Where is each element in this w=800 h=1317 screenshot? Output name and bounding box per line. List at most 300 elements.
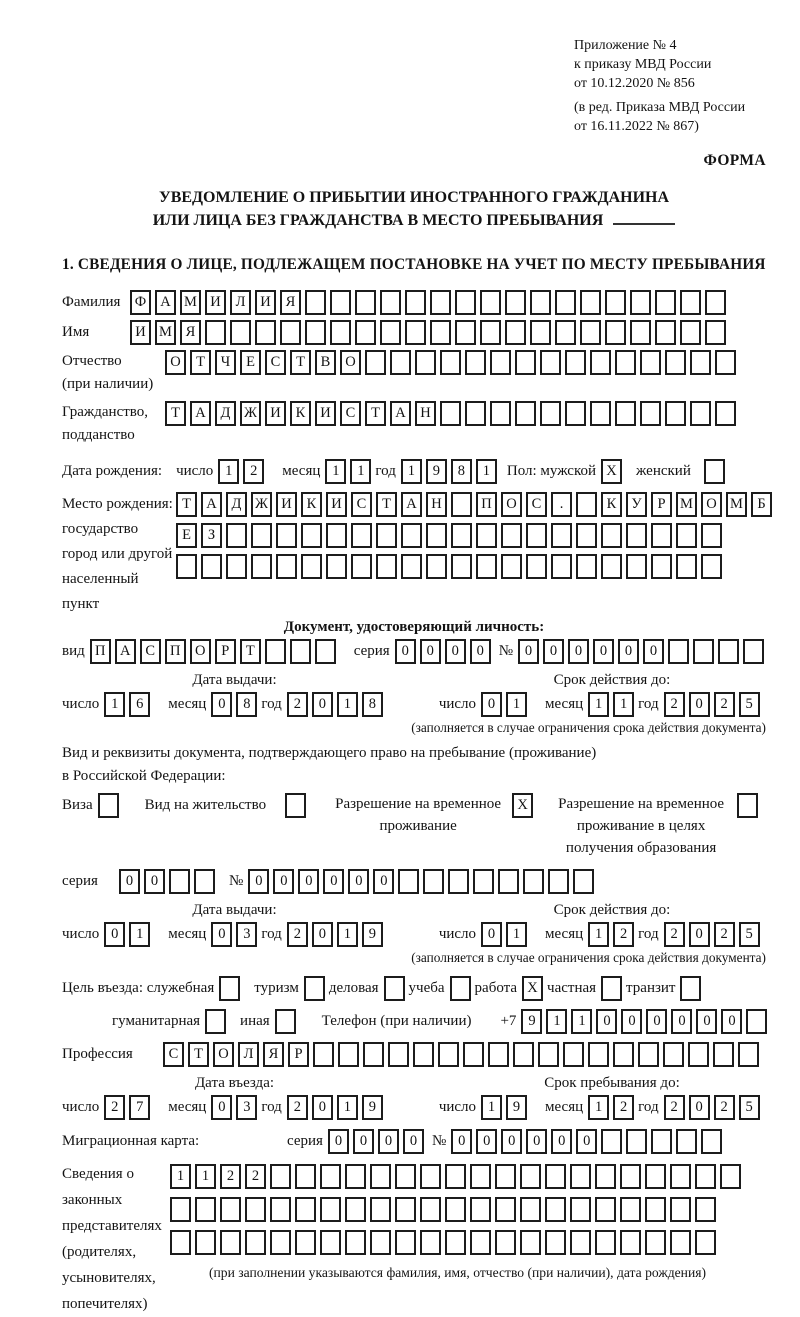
char-cell[interactable] <box>301 554 322 579</box>
char-cell[interactable]: М <box>726 492 747 517</box>
birth-month-input[interactable] <box>325 459 375 484</box>
char-cell[interactable] <box>630 290 651 315</box>
char-cell[interactable] <box>615 350 636 375</box>
char-cell[interactable] <box>440 401 461 426</box>
char-cell[interactable] <box>170 1197 191 1222</box>
char-cell[interactable]: X <box>522 976 543 1001</box>
char-cell[interactable] <box>613 1042 634 1067</box>
purpose-business-checkbox[interactable] <box>384 976 409 1001</box>
birth-day-input[interactable] <box>218 459 268 484</box>
char-cell[interactable] <box>251 523 272 548</box>
char-cell[interactable] <box>195 1197 216 1222</box>
char-cell[interactable] <box>330 290 351 315</box>
char-cell[interactable] <box>663 1042 684 1067</box>
char-cell[interactable] <box>245 1197 266 1222</box>
char-cell[interactable]: 0 <box>476 1129 497 1154</box>
char-cell[interactable] <box>620 1230 641 1255</box>
permit-until-day-input[interactable] <box>481 922 531 947</box>
char-cell[interactable]: 2 <box>220 1164 241 1189</box>
char-cell[interactable] <box>355 290 376 315</box>
rep-row2-input[interactable] <box>170 1197 745 1222</box>
char-cell[interactable] <box>345 1164 366 1189</box>
rep-row1-input[interactable] <box>170 1164 745 1189</box>
char-cell[interactable]: 7 <box>129 1095 150 1120</box>
char-cell[interactable] <box>451 523 472 548</box>
char-cell[interactable] <box>695 1197 716 1222</box>
char-cell[interactable]: 0 <box>696 1009 717 1034</box>
char-cell[interactable] <box>413 1042 434 1067</box>
char-cell[interactable] <box>651 523 672 548</box>
char-cell[interactable] <box>670 1230 691 1255</box>
char-cell[interactable]: 5 <box>739 1095 760 1120</box>
rep-row3-input[interactable] <box>170 1230 745 1255</box>
char-cell[interactable] <box>576 523 597 548</box>
char-cell[interactable] <box>680 976 701 1001</box>
char-cell[interactable]: Т <box>190 350 211 375</box>
char-cell[interactable]: 9 <box>521 1009 542 1034</box>
char-cell[interactable]: 2 <box>287 692 308 717</box>
permit-seria-input[interactable] <box>119 869 219 894</box>
char-cell[interactable]: 0 <box>481 922 502 947</box>
char-cell[interactable] <box>194 869 215 894</box>
char-cell[interactable] <box>565 350 586 375</box>
char-cell[interactable] <box>501 523 522 548</box>
char-cell[interactable] <box>305 290 326 315</box>
char-cell[interactable]: 2 <box>664 692 685 717</box>
char-cell[interactable]: 0 <box>721 1009 742 1034</box>
char-cell[interactable]: К <box>601 492 622 517</box>
char-cell[interactable] <box>326 523 347 548</box>
char-cell[interactable] <box>645 1197 666 1222</box>
char-cell[interactable] <box>545 1164 566 1189</box>
char-cell[interactable] <box>380 290 401 315</box>
char-cell[interactable]: 0 <box>526 1129 547 1154</box>
char-cell[interactable]: М <box>676 492 697 517</box>
char-cell[interactable] <box>655 290 676 315</box>
char-cell[interactable]: 1 <box>613 692 634 717</box>
purpose-study-checkbox[interactable] <box>450 976 475 1001</box>
char-cell[interactable]: С <box>351 492 372 517</box>
phone-input[interactable] <box>521 1009 771 1034</box>
char-cell[interactable] <box>420 1230 441 1255</box>
char-cell[interactable] <box>226 523 247 548</box>
char-cell[interactable]: З <box>201 523 222 548</box>
char-cell[interactable] <box>276 523 297 548</box>
char-cell[interactable] <box>338 1042 359 1067</box>
char-cell[interactable]: 0 <box>568 639 589 664</box>
char-cell[interactable] <box>351 554 372 579</box>
char-cell[interactable]: 8 <box>236 692 257 717</box>
doc-issue-year-input[interactable] <box>287 692 387 717</box>
char-cell[interactable] <box>590 401 611 426</box>
char-cell[interactable]: А <box>115 639 136 664</box>
char-cell[interactable] <box>495 1197 516 1222</box>
char-cell[interactable] <box>265 639 286 664</box>
char-cell[interactable] <box>451 492 472 517</box>
char-cell[interactable] <box>601 1129 622 1154</box>
char-cell[interactable] <box>715 350 736 375</box>
char-cell[interactable] <box>526 523 547 548</box>
char-cell[interactable] <box>655 320 676 345</box>
char-cell[interactable]: 0 <box>104 922 125 947</box>
char-cell[interactable] <box>488 1042 509 1067</box>
char-cell[interactable] <box>713 1042 734 1067</box>
char-cell[interactable] <box>405 290 426 315</box>
char-cell[interactable]: 1 <box>401 459 422 484</box>
char-cell[interactable]: 2 <box>287 922 308 947</box>
char-cell[interactable] <box>615 401 636 426</box>
char-cell[interactable] <box>545 1230 566 1255</box>
char-cell[interactable] <box>376 523 397 548</box>
char-cell[interactable]: X <box>512 793 533 818</box>
char-cell[interactable] <box>351 523 372 548</box>
char-cell[interactable] <box>370 1230 391 1255</box>
char-cell[interactable]: Ж <box>240 401 261 426</box>
char-cell[interactable] <box>638 1042 659 1067</box>
char-cell[interactable] <box>701 554 722 579</box>
char-cell[interactable] <box>665 350 686 375</box>
char-cell[interactable]: Л <box>238 1042 259 1067</box>
char-cell[interactable]: Н <box>426 492 447 517</box>
char-cell[interactable]: 2 <box>243 459 264 484</box>
char-cell[interactable] <box>470 1164 491 1189</box>
char-cell[interactable]: Я <box>180 320 201 345</box>
char-cell[interactable]: 0 <box>501 1129 522 1154</box>
char-cell[interactable]: И <box>130 320 151 345</box>
char-cell[interactable] <box>651 1129 672 1154</box>
char-cell[interactable]: 0 <box>689 1095 710 1120</box>
char-cell[interactable] <box>305 320 326 345</box>
surname-input[interactable] <box>130 290 730 315</box>
permit-issue-year-input[interactable] <box>287 922 387 947</box>
char-cell[interactable] <box>626 523 647 548</box>
char-cell[interactable]: 3 <box>236 1095 257 1120</box>
char-cell[interactable] <box>245 1230 266 1255</box>
char-cell[interactable]: 0 <box>144 869 165 894</box>
char-cell[interactable] <box>565 401 586 426</box>
char-cell[interactable] <box>176 554 197 579</box>
char-cell[interactable] <box>690 350 711 375</box>
char-cell[interactable]: 1 <box>588 1095 609 1120</box>
char-cell[interactable] <box>420 1164 441 1189</box>
char-cell[interactable] <box>376 554 397 579</box>
char-cell[interactable]: А <box>401 492 422 517</box>
char-cell[interactable]: Ж <box>251 492 272 517</box>
doc-issue-month-input[interactable] <box>211 692 261 717</box>
char-cell[interactable]: 1 <box>218 459 239 484</box>
char-cell[interactable] <box>495 1164 516 1189</box>
char-cell[interactable]: 9 <box>506 1095 527 1120</box>
char-cell[interactable]: А <box>155 290 176 315</box>
char-cell[interactable] <box>169 869 190 894</box>
char-cell[interactable]: 1 <box>588 692 609 717</box>
char-cell[interactable] <box>688 1042 709 1067</box>
char-cell[interactable]: 0 <box>378 1129 399 1154</box>
char-cell[interactable] <box>545 1197 566 1222</box>
entry-day-input[interactable] <box>104 1095 154 1120</box>
char-cell[interactable] <box>670 1197 691 1222</box>
char-cell[interactable]: 0 <box>470 639 491 664</box>
char-cell[interactable]: А <box>190 401 211 426</box>
char-cell[interactable] <box>555 290 576 315</box>
char-cell[interactable]: 0 <box>312 1095 333 1120</box>
char-cell[interactable] <box>440 350 461 375</box>
char-cell[interactable]: 0 <box>298 869 319 894</box>
char-cell[interactable] <box>476 523 497 548</box>
char-cell[interactable] <box>720 1164 741 1189</box>
name-input[interactable] <box>130 320 730 345</box>
char-cell[interactable] <box>530 290 551 315</box>
char-cell[interactable] <box>370 1164 391 1189</box>
char-cell[interactable]: Т <box>188 1042 209 1067</box>
char-cell[interactable] <box>270 1230 291 1255</box>
char-cell[interactable]: Т <box>376 492 397 517</box>
char-cell[interactable] <box>270 1164 291 1189</box>
purpose-official-checkbox[interactable] <box>219 976 244 1001</box>
char-cell[interactable]: 0 <box>395 639 416 664</box>
char-cell[interactable] <box>595 1197 616 1222</box>
char-cell[interactable]: Д <box>226 492 247 517</box>
char-cell[interactable] <box>390 350 411 375</box>
char-cell[interactable]: Р <box>215 639 236 664</box>
char-cell[interactable]: 1 <box>337 692 358 717</box>
char-cell[interactable] <box>415 350 436 375</box>
residence-permit-checkbox[interactable] <box>285 793 310 818</box>
char-cell[interactable] <box>680 290 701 315</box>
char-cell[interactable] <box>563 1042 584 1067</box>
char-cell[interactable] <box>380 320 401 345</box>
char-cell[interactable] <box>676 1129 697 1154</box>
birthplace-row2-input[interactable] <box>176 523 776 548</box>
char-cell[interactable] <box>301 523 322 548</box>
char-cell[interactable]: Я <box>263 1042 284 1067</box>
char-cell[interactable] <box>551 523 572 548</box>
char-cell[interactable] <box>715 401 736 426</box>
char-cell[interactable] <box>645 1164 666 1189</box>
char-cell[interactable]: 1 <box>170 1164 191 1189</box>
char-cell[interactable] <box>705 290 726 315</box>
char-cell[interactable]: 0 <box>373 869 394 894</box>
char-cell[interactable] <box>473 869 494 894</box>
char-cell[interactable] <box>170 1230 191 1255</box>
char-cell[interactable] <box>370 1197 391 1222</box>
char-cell[interactable]: 1 <box>325 459 346 484</box>
char-cell[interactable] <box>195 1230 216 1255</box>
char-cell[interactable] <box>605 320 626 345</box>
birthplace-row3-input[interactable] <box>176 554 776 579</box>
char-cell[interactable] <box>313 1042 334 1067</box>
stay-day-input[interactable] <box>481 1095 531 1120</box>
char-cell[interactable] <box>320 1164 341 1189</box>
char-cell[interactable] <box>676 554 697 579</box>
char-cell[interactable] <box>680 320 701 345</box>
char-cell[interactable]: К <box>301 492 322 517</box>
char-cell[interactable] <box>718 639 739 664</box>
char-cell[interactable]: 0 <box>543 639 564 664</box>
char-cell[interactable] <box>601 523 622 548</box>
char-cell[interactable] <box>420 1197 441 1222</box>
purpose-humanitarian-checkbox[interactable] <box>205 1009 230 1034</box>
char-cell[interactable] <box>573 869 594 894</box>
char-cell[interactable] <box>401 523 422 548</box>
permit-num-input[interactable] <box>248 869 598 894</box>
char-cell[interactable]: 0 <box>643 639 664 664</box>
char-cell[interactable] <box>205 320 226 345</box>
char-cell[interactable]: 1 <box>350 459 371 484</box>
char-cell[interactable] <box>665 401 686 426</box>
char-cell[interactable]: 1 <box>195 1164 216 1189</box>
char-cell[interactable]: А <box>390 401 411 426</box>
char-cell[interactable] <box>205 1009 226 1034</box>
char-cell[interactable] <box>695 1164 716 1189</box>
char-cell[interactable] <box>590 350 611 375</box>
char-cell[interactable] <box>326 554 347 579</box>
char-cell[interactable]: . <box>551 492 572 517</box>
char-cell[interactable]: М <box>180 290 201 315</box>
char-cell[interactable]: П <box>90 639 111 664</box>
char-cell[interactable]: Н <box>415 401 436 426</box>
char-cell[interactable] <box>450 976 471 1001</box>
char-cell[interactable]: 9 <box>362 1095 383 1120</box>
char-cell[interactable] <box>626 1129 647 1154</box>
char-cell[interactable]: 0 <box>328 1129 349 1154</box>
char-cell[interactable]: Б <box>751 492 772 517</box>
char-cell[interactable] <box>530 320 551 345</box>
stay-month-input[interactable] <box>588 1095 638 1120</box>
char-cell[interactable]: О <box>701 492 722 517</box>
char-cell[interactable] <box>363 1042 384 1067</box>
char-cell[interactable] <box>501 554 522 579</box>
char-cell[interactable]: 3 <box>236 922 257 947</box>
char-cell[interactable]: О <box>213 1042 234 1067</box>
char-cell[interactable]: 1 <box>129 922 150 947</box>
char-cell[interactable] <box>540 401 561 426</box>
char-cell[interactable]: И <box>255 290 276 315</box>
char-cell[interactable] <box>270 1197 291 1222</box>
char-cell[interactable]: 1 <box>571 1009 592 1034</box>
visa-checkbox[interactable] <box>98 793 123 818</box>
char-cell[interactable] <box>490 401 511 426</box>
char-cell[interactable] <box>405 320 426 345</box>
char-cell[interactable]: А <box>201 492 222 517</box>
char-cell[interactable]: С <box>265 350 286 375</box>
char-cell[interactable] <box>540 350 561 375</box>
char-cell[interactable]: О <box>165 350 186 375</box>
char-cell[interactable] <box>570 1197 591 1222</box>
char-cell[interactable]: 0 <box>445 639 466 664</box>
char-cell[interactable] <box>630 320 651 345</box>
char-cell[interactable]: 2 <box>714 1095 735 1120</box>
char-cell[interactable]: У <box>626 492 647 517</box>
char-cell[interactable]: 0 <box>312 922 333 947</box>
char-cell[interactable]: 5 <box>739 922 760 947</box>
char-cell[interactable]: Р <box>288 1042 309 1067</box>
char-cell[interactable] <box>470 1197 491 1222</box>
char-cell[interactable]: Е <box>176 523 197 548</box>
char-cell[interactable] <box>538 1042 559 1067</box>
char-cell[interactable] <box>345 1230 366 1255</box>
char-cell[interactable] <box>595 1230 616 1255</box>
char-cell[interactable] <box>365 350 386 375</box>
purpose-private-checkbox[interactable] <box>601 976 626 1001</box>
char-cell[interactable] <box>701 1129 722 1154</box>
char-cell[interactable] <box>605 290 626 315</box>
char-cell[interactable] <box>445 1164 466 1189</box>
char-cell[interactable] <box>570 1164 591 1189</box>
char-cell[interactable] <box>705 320 726 345</box>
char-cell[interactable] <box>395 1164 416 1189</box>
char-cell[interactable] <box>520 1230 541 1255</box>
char-cell[interactable]: В <box>315 350 336 375</box>
char-cell[interactable]: 0 <box>646 1009 667 1034</box>
char-cell[interactable]: 0 <box>312 692 333 717</box>
doc-until-month-input[interactable] <box>588 692 638 717</box>
male-checkbox[interactable] <box>601 459 626 484</box>
purpose-work-checkbox[interactable] <box>522 976 547 1001</box>
char-cell[interactable] <box>515 401 536 426</box>
permit-until-year-input[interactable] <box>664 922 764 947</box>
char-cell[interactable]: Д <box>215 401 236 426</box>
char-cell[interactable] <box>330 320 351 345</box>
char-cell[interactable]: 2 <box>714 692 735 717</box>
char-cell[interactable]: Т <box>290 350 311 375</box>
female-checkbox[interactable] <box>704 459 729 484</box>
birth-year-input[interactable] <box>401 459 501 484</box>
permit-until-month-input[interactable] <box>588 922 638 947</box>
migr-num-input[interactable] <box>451 1129 726 1154</box>
char-cell[interactable]: 0 <box>621 1009 642 1034</box>
char-cell[interactable] <box>426 523 447 548</box>
char-cell[interactable]: К <box>290 401 311 426</box>
char-cell[interactable] <box>476 554 497 579</box>
char-cell[interactable]: 2 <box>104 1095 125 1120</box>
char-cell[interactable] <box>676 523 697 548</box>
char-cell[interactable] <box>490 350 511 375</box>
char-cell[interactable]: 6 <box>129 692 150 717</box>
edu-permit-checkbox[interactable] <box>737 793 762 818</box>
char-cell[interactable]: С <box>340 401 361 426</box>
char-cell[interactable] <box>640 350 661 375</box>
char-cell[interactable]: 2 <box>714 922 735 947</box>
char-cell[interactable] <box>448 869 469 894</box>
char-cell[interactable]: 1 <box>506 922 527 947</box>
char-cell[interactable] <box>388 1042 409 1067</box>
char-cell[interactable] <box>455 290 476 315</box>
char-cell[interactable] <box>695 1230 716 1255</box>
char-cell[interactable] <box>704 459 725 484</box>
char-cell[interactable] <box>738 1042 759 1067</box>
char-cell[interactable] <box>315 639 336 664</box>
char-cell[interactable]: Т <box>176 492 197 517</box>
char-cell[interactable]: 0 <box>211 1095 232 1120</box>
char-cell[interactable] <box>588 1042 609 1067</box>
migr-seria-input[interactable] <box>328 1129 428 1154</box>
char-cell[interactable] <box>480 290 501 315</box>
char-cell[interactable]: С <box>163 1042 184 1067</box>
char-cell[interactable]: 0 <box>551 1129 572 1154</box>
char-cell[interactable] <box>645 1230 666 1255</box>
char-cell[interactable]: 1 <box>546 1009 567 1034</box>
char-cell[interactable]: И <box>276 492 297 517</box>
char-cell[interactable] <box>690 401 711 426</box>
char-cell[interactable]: И <box>205 290 226 315</box>
citizenship-input[interactable] <box>165 401 740 426</box>
char-cell[interactable]: 0 <box>481 692 502 717</box>
temp-permit-checkbox[interactable] <box>512 793 537 818</box>
char-cell[interactable] <box>576 554 597 579</box>
char-cell[interactable]: 2 <box>664 922 685 947</box>
char-cell[interactable]: Л <box>230 290 251 315</box>
